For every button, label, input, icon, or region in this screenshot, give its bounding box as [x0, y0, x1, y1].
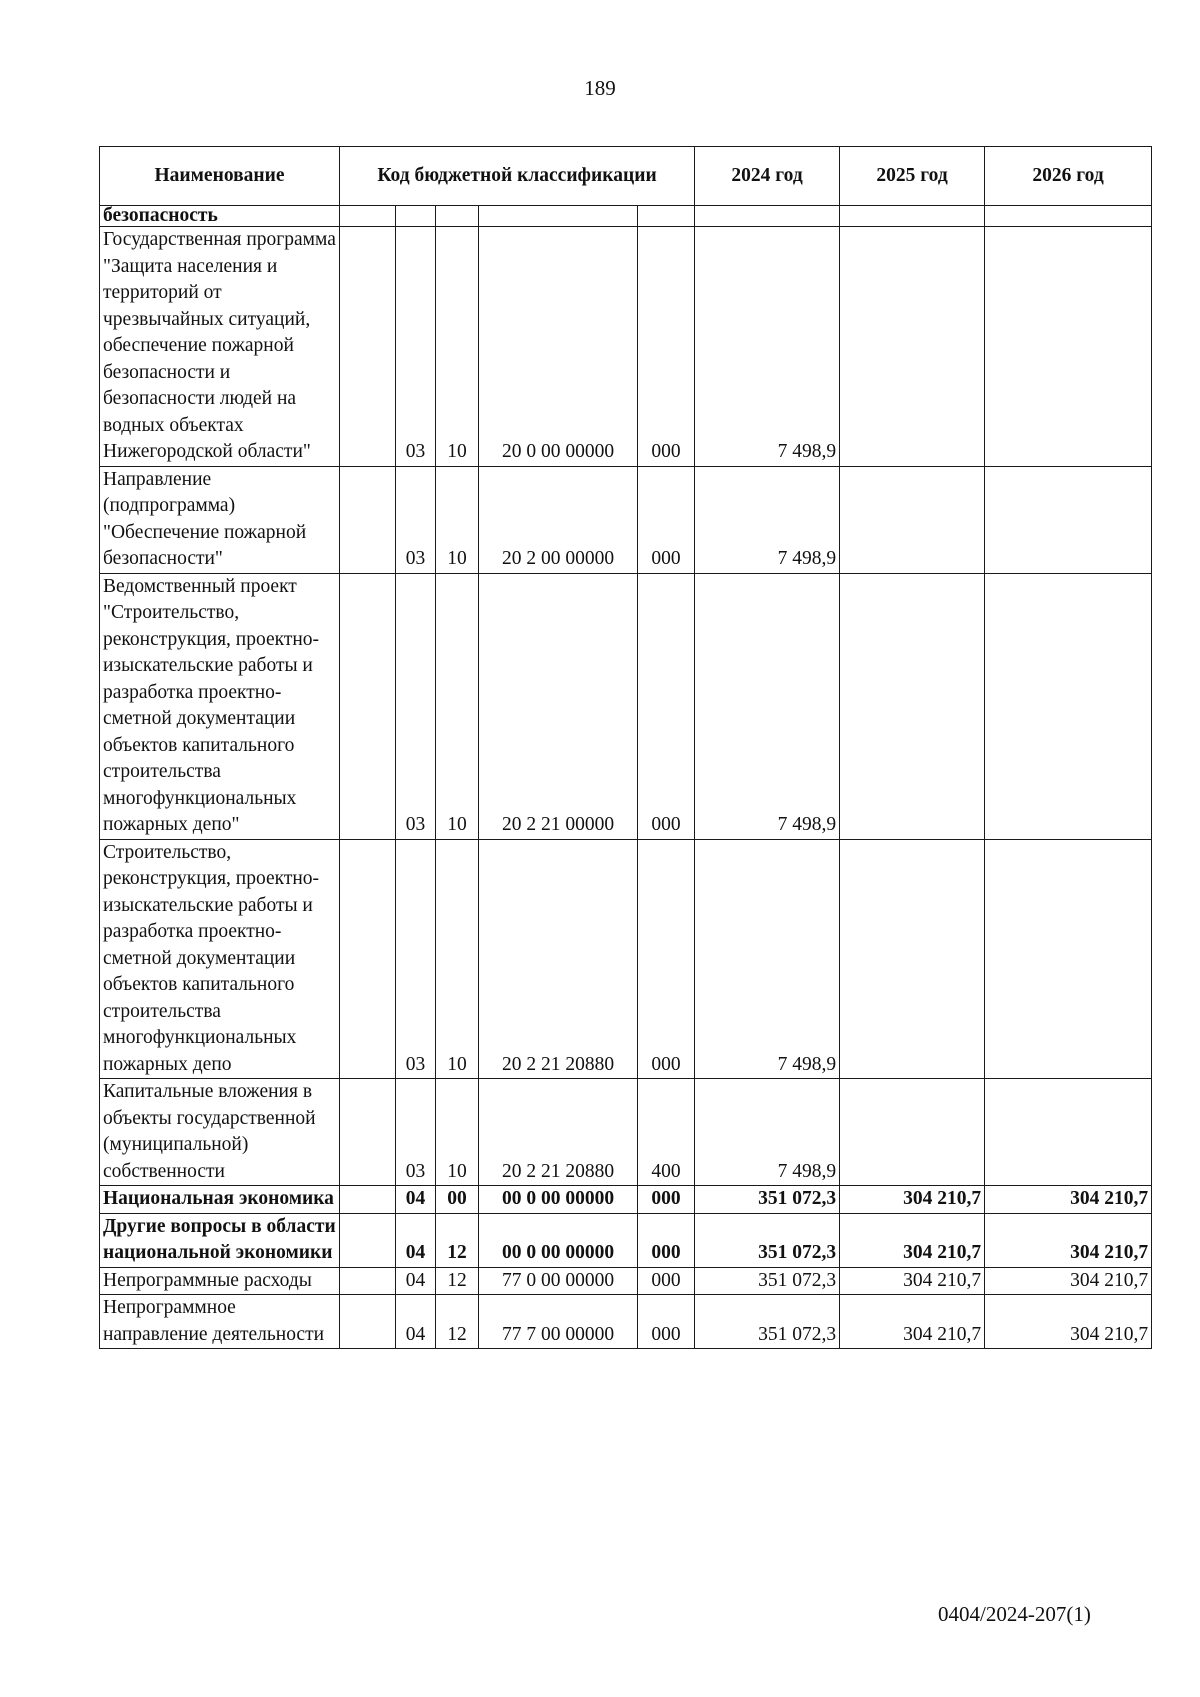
row-name: Государственная программа "Защита населения и территорий от чрезвычайных ситуаций, обеспечение пожарной безопасности и безопасности людей на водных объектах Нижегородской области" — [100, 227, 340, 467]
code-target: 20 2 21 00000 — [479, 573, 638, 839]
code-section: 03 — [396, 1079, 436, 1186]
value-2024: 7 498,9 — [695, 573, 840, 839]
code-1 — [340, 1213, 396, 1267]
code-subsection: 12 — [436, 1295, 479, 1349]
table-header-row — [100, 147, 1152, 206]
code-expense-type: 000 — [638, 839, 695, 1079]
header-name: Наименование — [100, 147, 340, 206]
value-2026 — [985, 573, 1152, 839]
table-row — [100, 227, 1152, 467]
code-expense-type: 000 — [638, 466, 695, 573]
value-2026 — [985, 839, 1152, 1079]
code-expense-type: 000 — [638, 1213, 695, 1267]
code-target: 77 0 00 00000 — [479, 1267, 638, 1295]
value-2024: 7 498,9 — [695, 1079, 840, 1186]
row-name: Капитальные вложения в объекты государственной (муниципальной) собственности — [100, 1079, 340, 1186]
value-2024: 351 072,3 — [695, 1213, 840, 1267]
code-1 — [340, 1186, 396, 1214]
value-2026 — [985, 1079, 1152, 1186]
table-row — [100, 1295, 1152, 1349]
code-section: 04 — [396, 1267, 436, 1295]
table-row-section — [100, 1186, 1152, 1214]
code-subsection: 12 — [436, 1213, 479, 1267]
code-target: 20 2 21 20880 — [479, 1079, 638, 1186]
value-2025: 304 210,7 — [840, 1267, 985, 1295]
code-1 — [340, 1079, 396, 1186]
value-2025: 304 210,7 — [840, 1295, 985, 1349]
code-1 — [340, 1267, 396, 1295]
code-subsection: 10 — [436, 839, 479, 1079]
code-section: 03 — [396, 573, 436, 839]
code-section: 03 — [396, 839, 436, 1079]
value-2024: 351 072,3 — [695, 1186, 840, 1214]
value-2024: 351 072,3 — [695, 1295, 840, 1349]
header-2026: 2026 год — [985, 147, 1152, 206]
value-2026: 304 210,7 — [985, 1213, 1152, 1267]
page-number: 189 — [584, 76, 616, 100]
value-2025 — [840, 227, 985, 467]
document-code: 0404/2024-207(1) — [938, 1602, 1091, 1626]
budget-table — [99, 146, 1152, 1349]
code-expense-type: 000 — [638, 1267, 695, 1295]
code-1 — [340, 573, 396, 839]
code-target: 77 7 00 00000 — [479, 1295, 638, 1349]
code-section: 03 — [396, 227, 436, 467]
value-2024: 7 498,9 — [695, 466, 840, 573]
code-1 — [340, 466, 396, 573]
table-row — [100, 1079, 1152, 1186]
code-target: 00 0 00 00000 — [479, 1213, 638, 1267]
continuation-name: безопасность — [100, 206, 340, 227]
code-target: 20 2 21 20880 — [479, 839, 638, 1079]
code-expense-type: 000 — [638, 227, 695, 467]
code-subsection: 10 — [436, 227, 479, 467]
value-2026: 304 210,7 — [985, 1186, 1152, 1214]
code-expense-type: 000 — [638, 573, 695, 839]
table-row — [100, 839, 1152, 1079]
table-row — [100, 573, 1152, 839]
code-1 — [340, 227, 396, 467]
value-2025: 304 210,7 — [840, 1213, 985, 1267]
code-target: 20 2 00 00000 — [479, 466, 638, 573]
code-subsection: 10 — [436, 1079, 479, 1186]
code-target: 20 0 00 00000 — [479, 227, 638, 467]
continuation-row — [100, 206, 1152, 227]
table-row-subsection — [100, 1213, 1152, 1267]
value-2025 — [840, 839, 985, 1079]
code-expense-type: 400 — [638, 1079, 695, 1186]
value-2024: 7 498,9 — [695, 839, 840, 1079]
row-name: Строительство, реконструкция, проектно-изыскательские работы и разработка проектно-сметной документации объектов капитального строительства многофункциональных пожарных депо — [100, 839, 340, 1079]
table-row — [100, 1267, 1152, 1295]
code-section: 03 — [396, 466, 436, 573]
row-name: Непрограммное направление деятельности — [100, 1295, 340, 1349]
row-name: Непрограммные расходы — [100, 1267, 340, 1295]
value-2025: 304 210,7 — [840, 1186, 985, 1214]
header-2025: 2025 год — [840, 147, 985, 206]
row-name: Национальная экономика — [100, 1186, 340, 1214]
code-expense-type: 000 — [638, 1295, 695, 1349]
value-2025 — [840, 1079, 985, 1186]
value-2024: 7 498,9 — [695, 227, 840, 467]
value-2024: 351 072,3 — [695, 1267, 840, 1295]
value-2026: 304 210,7 — [985, 1295, 1152, 1349]
table-row — [100, 466, 1152, 573]
code-1 — [340, 839, 396, 1079]
value-2025 — [840, 573, 985, 839]
row-name: Другие вопросы в области национальной экономики — [100, 1213, 340, 1267]
row-name: Ведомственный проект "Строительство, реконструкция, проектно-изыскательские работы и разработка проектно-сметной документации объектов капитального строительства многофункциональных пожарных депо" — [100, 573, 340, 839]
value-2025 — [840, 466, 985, 573]
code-subsection: 00 — [436, 1186, 479, 1214]
value-2026 — [985, 466, 1152, 573]
code-expense-type: 000 — [638, 1186, 695, 1214]
code-section: 04 — [396, 1186, 436, 1214]
header-2024: 2024 год — [695, 147, 840, 206]
code-subsection: 12 — [436, 1267, 479, 1295]
code-1 — [340, 1295, 396, 1349]
code-section: 04 — [396, 1213, 436, 1267]
header-code: Код бюджетной классификации — [340, 147, 695, 206]
value-2026: 304 210,7 — [985, 1267, 1152, 1295]
value-2026 — [985, 227, 1152, 467]
code-subsection: 10 — [436, 573, 479, 839]
code-subsection: 10 — [436, 466, 479, 573]
code-section: 04 — [396, 1295, 436, 1349]
row-name: Направление (подпрограмма) "Обеспечение пожарной безопасности" — [100, 466, 340, 573]
code-target: 00 0 00 00000 — [479, 1186, 638, 1214]
